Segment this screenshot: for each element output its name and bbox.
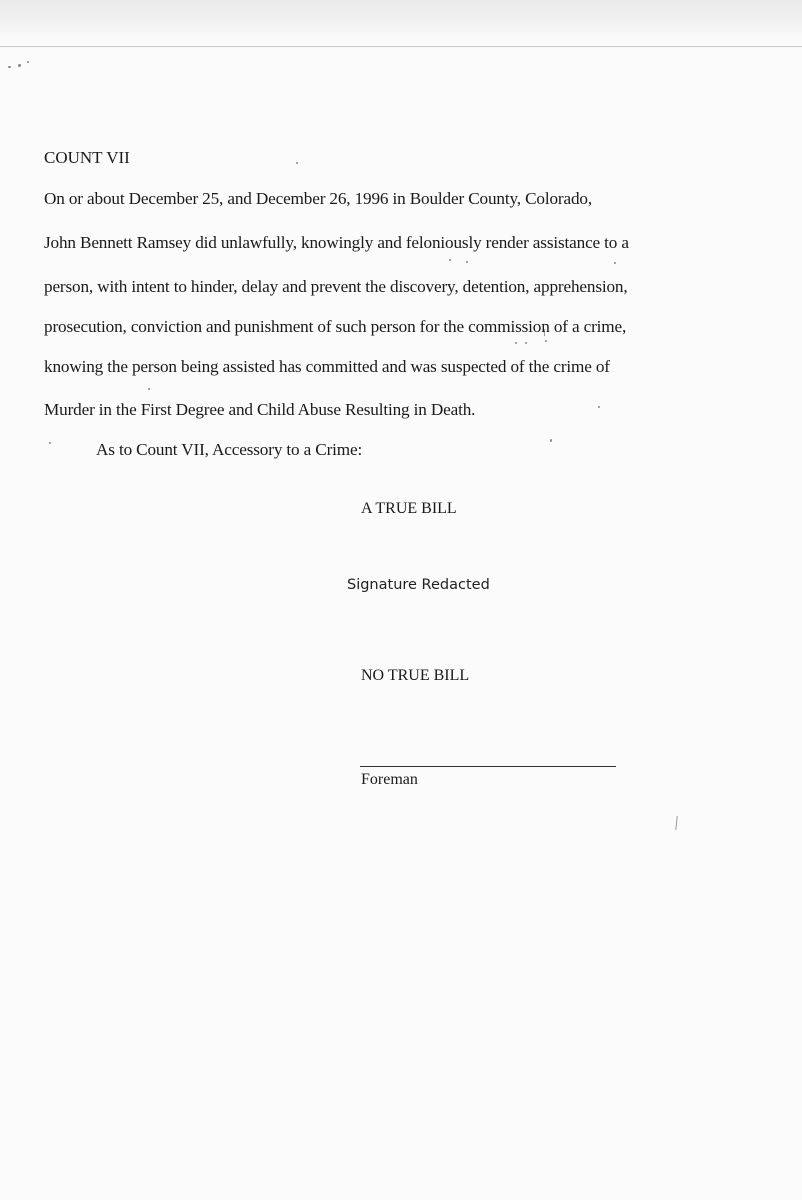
body-line-5: knowing the person being assisted has committed and was suspected of the crime of [44, 357, 610, 376]
scan-speck [545, 340, 547, 342]
scan-speck [598, 406, 600, 408]
scan-speck [466, 261, 468, 263]
true-bill-label: A TRUE BILL [361, 500, 457, 517]
scan-speck [148, 388, 150, 390]
scan-speck [49, 442, 51, 444]
body-line-2: John Bennett Ramsey did unlawfully, knowingly and feloniously render assistance to a [44, 233, 629, 252]
scan-speck [296, 162, 298, 164]
body-line-6: Murder in the First Degree and Child Abuse Resulting in Death. [44, 400, 476, 419]
scan-speck [27, 61, 29, 63]
no-true-bill-label: NO TRUE BILL [361, 667, 470, 684]
scan-speck [8, 66, 11, 68]
signature-redacted: Signature Redacted [347, 577, 490, 593]
foreman-label: Foreman [361, 771, 418, 788]
scan-speck [18, 64, 21, 67]
scan-speck [614, 262, 616, 264]
scan-top-shadow [0, 0, 802, 40]
count-heading: COUNT VII [44, 148, 130, 167]
scan-mark [675, 816, 677, 830]
scan-speck [449, 259, 451, 261]
scan-top-edge [0, 46, 802, 47]
body-line-4: prosecution, conviction and punishment of such person for the commission of a crime, [44, 317, 627, 336]
scan-speck [550, 439, 552, 442]
scan-speck [515, 342, 517, 344]
scan-speck [525, 342, 527, 344]
count-statement: As to Count VII, Accessory to a Crime: [96, 440, 363, 459]
body-line-1: On or about December 25, and December 26, 1996 in Boulder County, Colorado, [44, 189, 593, 208]
foreman-signature-line [360, 766, 616, 767]
body-line-3: person, with intent to hinder, delay and prevent the discovery, detention, apprehension, [44, 277, 628, 296]
